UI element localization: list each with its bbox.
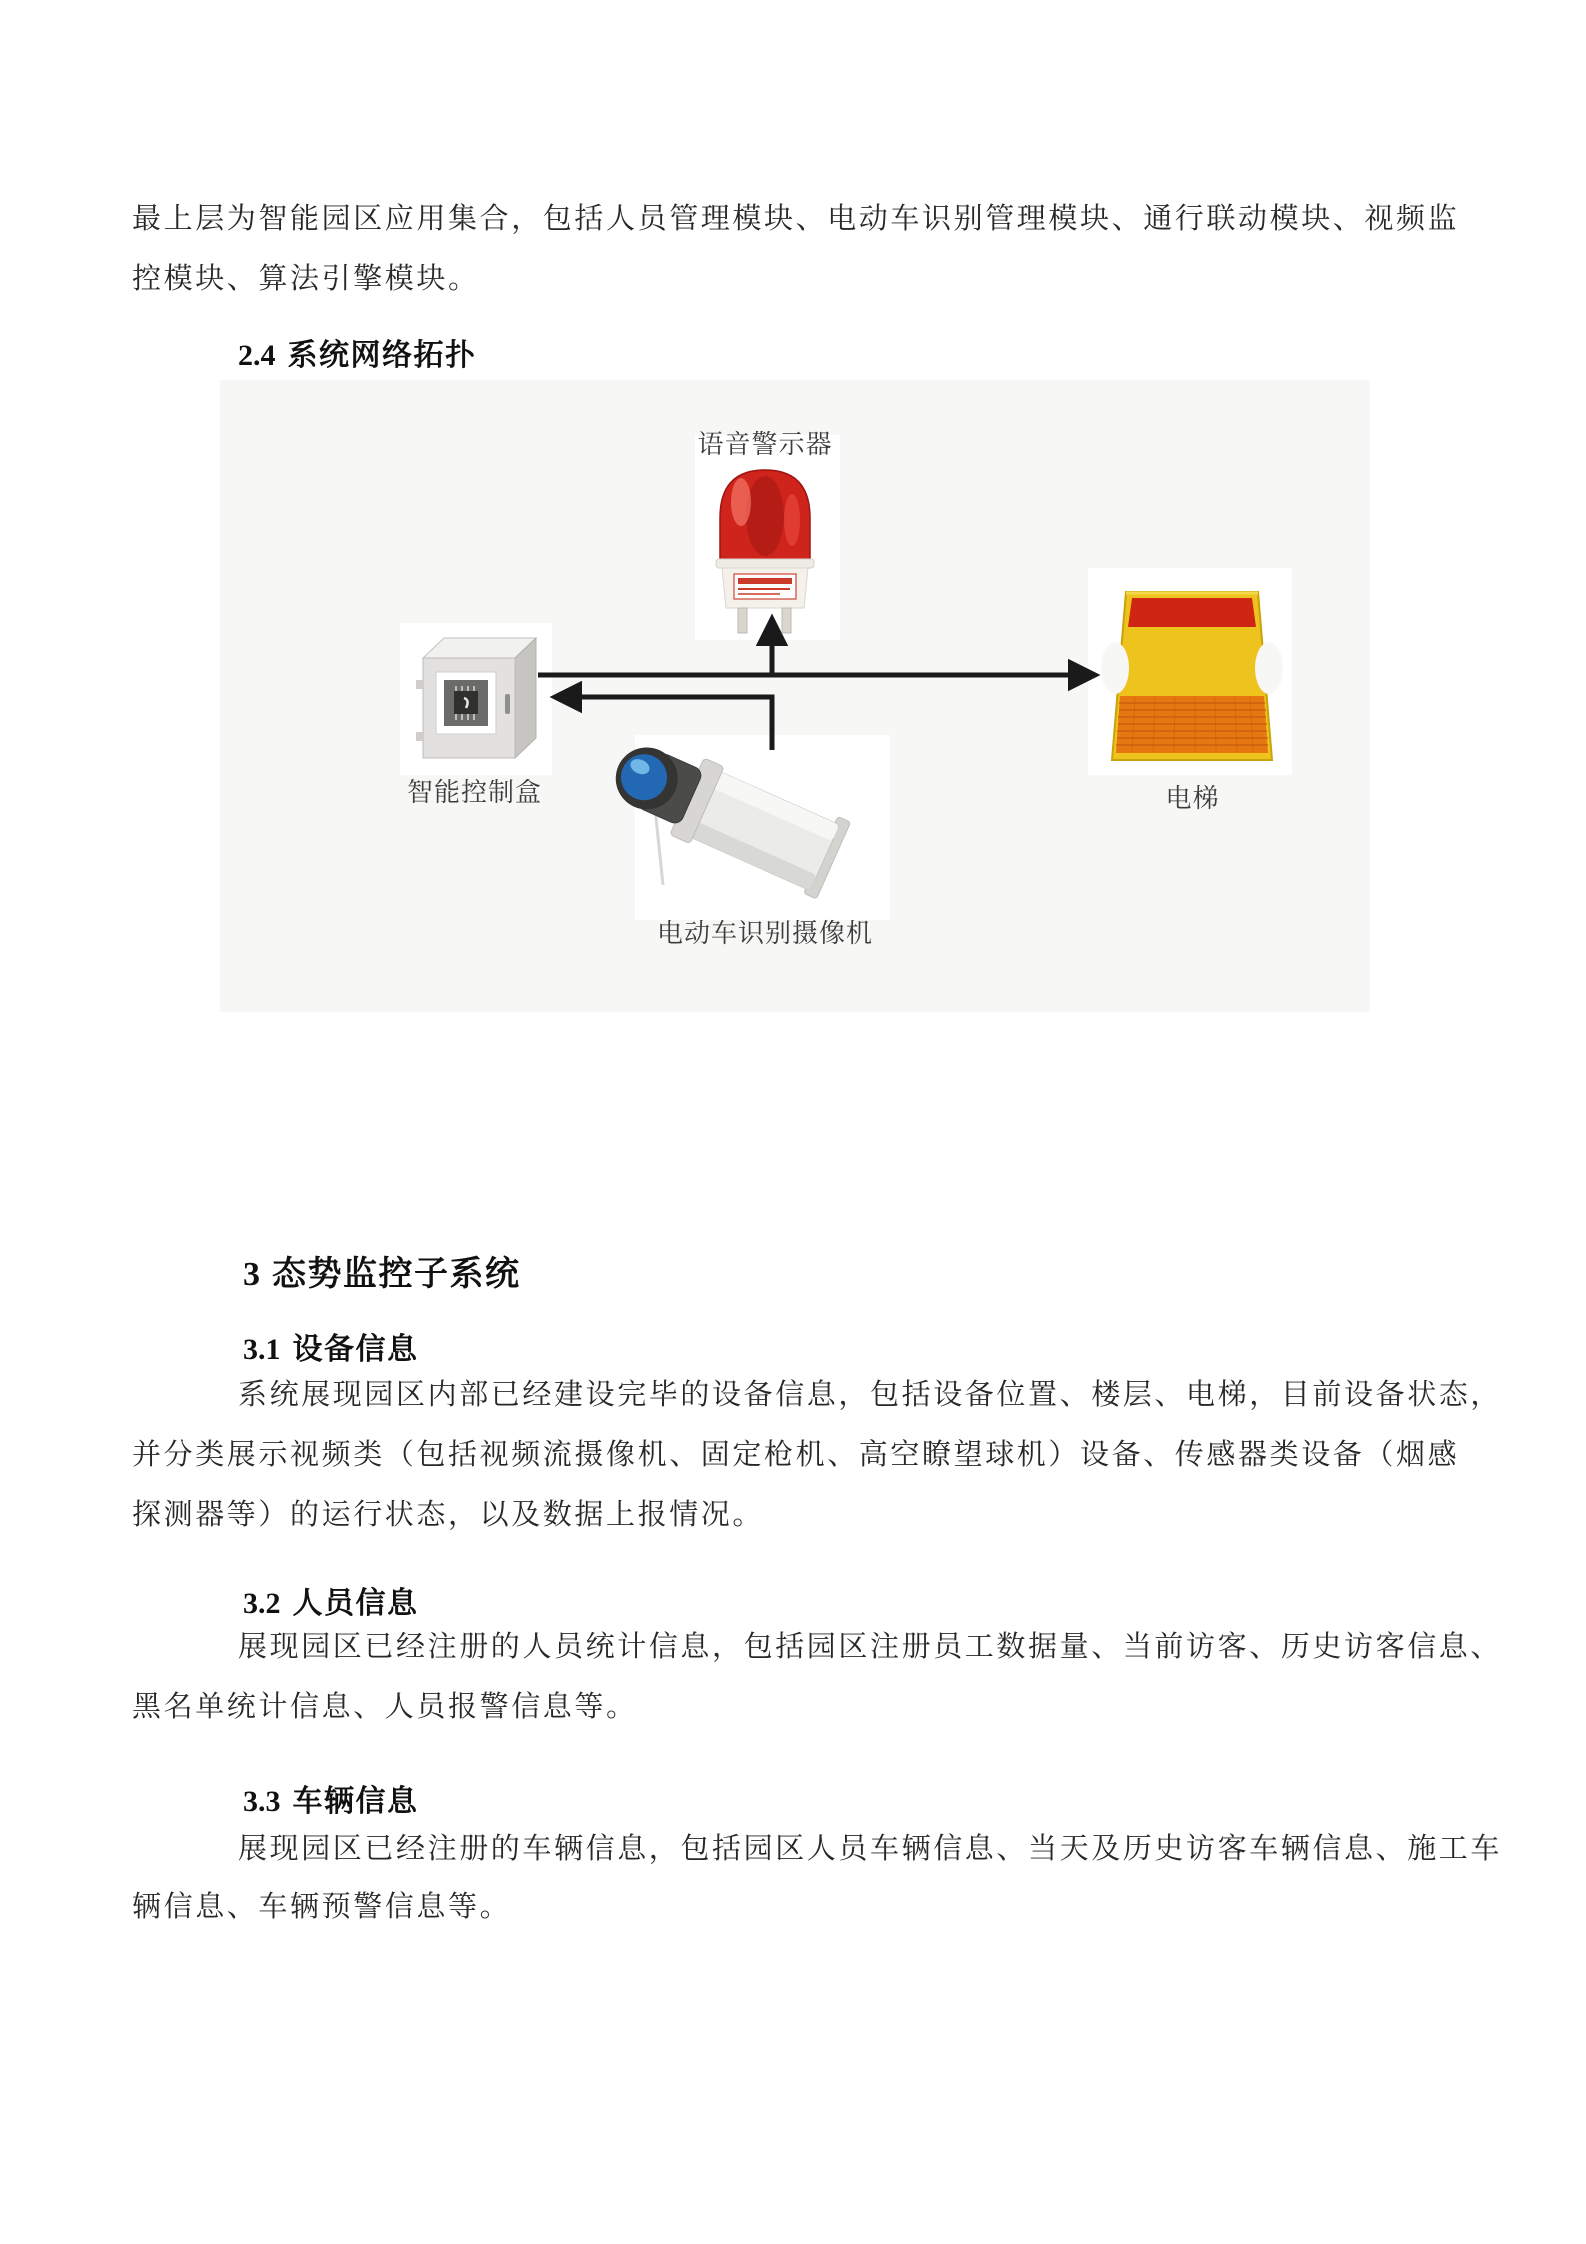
heading-2-4 (238, 330, 477, 374)
s31-line-2: 并分类展示视频类（包括视频流摄像机、固定枪机、高空瞭望球机）设备、传感器类设备（烟感 (132, 1439, 1460, 1471)
heading-3-1-title: 设备信息 (292, 1333, 419, 1366)
heading-2-4-number: 2.4 (238, 339, 276, 372)
s32-line-1: 展现园区已经注册的人员统计信息，包括园区注册员工数据量、当前访客、历史访客信息、 (238, 1631, 1503, 1663)
s32-line-2: 黑名单统计信息、人员报警信息等。 (132, 1691, 638, 1723)
beacon-leg-left (738, 608, 747, 633)
s31-line-3: 探测器等）的运行状态，以及数据上报情况。 (132, 1499, 765, 1531)
heading-3-2-title: 人员信息 (292, 1587, 419, 1620)
intro-line-2: 控模块、算法引擎模块。 (132, 263, 480, 295)
heading-3-3 (243, 1776, 419, 1820)
elevator-label: 电梯 (1165, 783, 1220, 813)
s31-line-1: 系统展现园区内部已经建设完毕的设备信息，包括设备位置、楼层、电梯，目前设备状态， (238, 1379, 1503, 1411)
heading-3-1-number: 3.1 (243, 1333, 281, 1366)
stud-notch-right (1255, 642, 1283, 694)
s33-line-2: 辆信息、车辆预警信息等。 (132, 1891, 512, 1923)
camera-label: 电动车识别摄像机 (656, 918, 873, 948)
control-box-label: 智能控制盒 (406, 777, 542, 807)
heading-3-title: 态势监控子系统 (272, 1255, 521, 1293)
s33-line-1: 展现园区已经注册的车辆信息，包括园区人员车辆信息、当天及历史访客车辆信息、施工车 (238, 1833, 1503, 1865)
heading-3-3-title: 车辆信息 (292, 1785, 419, 1818)
heading-3-3-number: 3.3 (243, 1785, 281, 1818)
heading-3-1 (243, 1324, 419, 1368)
alarm-label: 语音警示器 (697, 429, 833, 459)
intro-line-1: 最上层为智能园区应用集合，包括人员管理模块、电动车识别管理模块、通行联动模块、视频监 (132, 203, 1460, 235)
network-topology-diagram (220, 380, 1370, 1012)
heading-3-2-number: 3.2 (243, 1587, 281, 1620)
elevator-device (1101, 592, 1283, 760)
heading-3 (243, 1246, 521, 1295)
smart-control-box (416, 638, 536, 758)
heading-3-number: 3 (243, 1256, 260, 1293)
control-box-handle (505, 694, 510, 714)
beacon-leg-right (782, 608, 791, 633)
stud-notch-left (1101, 642, 1129, 694)
heading-2-4-title: 系统网络拓扑 (287, 339, 477, 372)
heading-3-2 (243, 1578, 419, 1622)
